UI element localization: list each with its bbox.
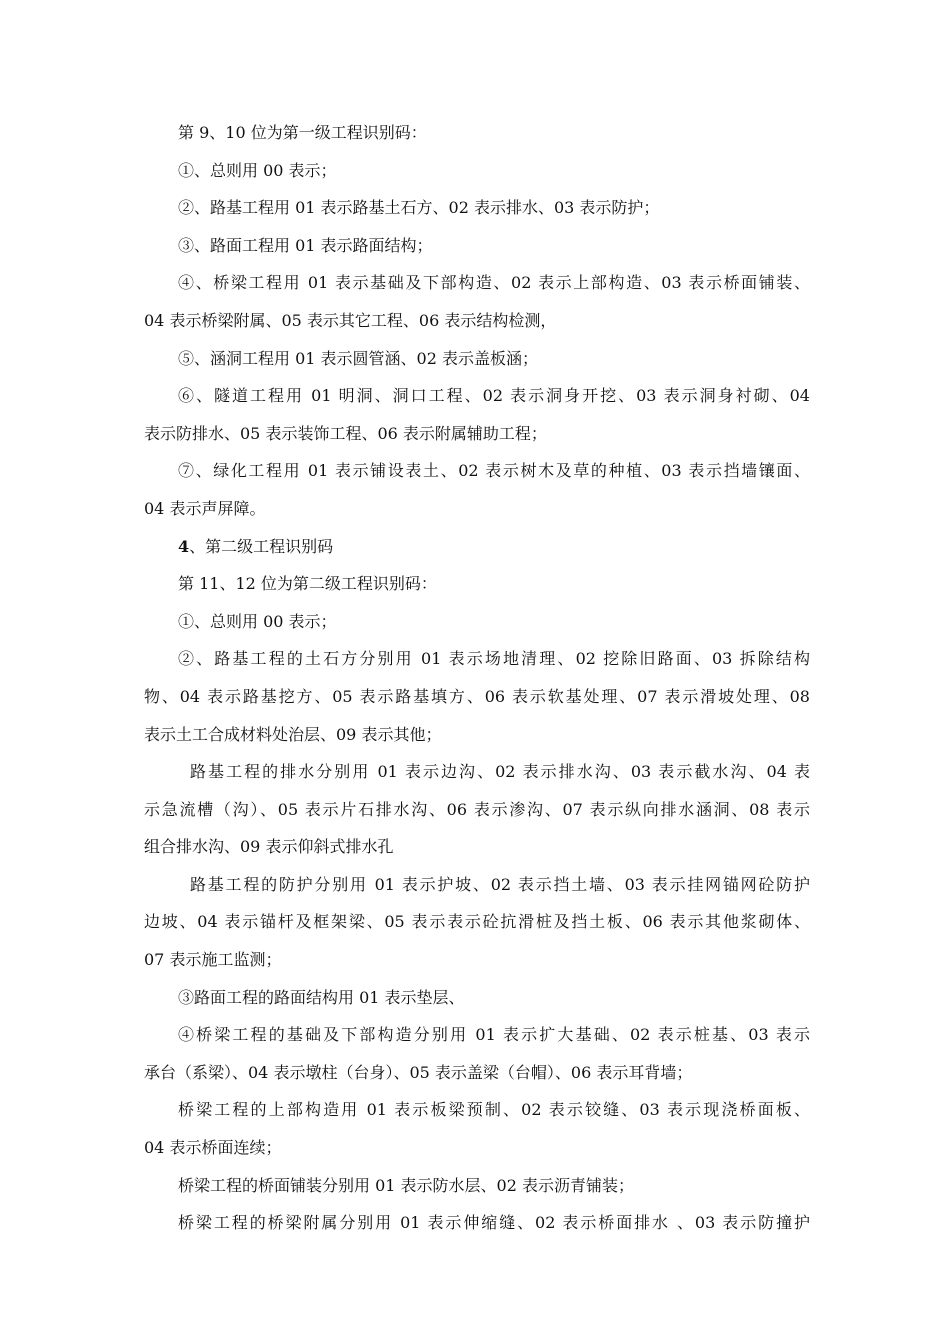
paragraph-line: ②、路基工程的土石方分别用 01 表示场地清理、02 挖除旧路面、03 拆除结构 <box>178 649 810 669</box>
paragraph-line: 07 表示施工监测； <box>144 950 282 970</box>
paragraph-line: ③路面工程的路面结构用 01 表示垫层、 <box>178 987 465 1007</box>
paragraph-line: 第 9、10 位为第一级工程识别码： <box>178 123 427 142</box>
paragraph-line: ①、总则用 00 表示； <box>178 160 337 180</box>
paragraph-line: 桥梁工程的桥面铺装分别用 01 表示防水层、02 表示沥青铺装； <box>178 1175 634 1195</box>
paragraph-line: ⑥、隧道工程用 01 明洞、洞口工程、02 表示洞身开挖、03 表示洞身衬砌、04 <box>178 386 810 406</box>
paragraph-line: 表示土工合成材料处治层、09 表示其他； <box>144 724 442 744</box>
paragraph-line: 第 11、12 位为第二级工程识别码： <box>178 574 437 594</box>
paragraph-line: 物、04 表示路基挖方、05 表示路基填方、06 表示软基处理、07 表示滑坡处理、08 <box>144 686 810 706</box>
paragraph-line: 04 表示声屏障。 <box>144 498 266 518</box>
paragraph-line: ⑤、涵洞工程用 01 表示圆管涵、02 表示盖板涵； <box>178 348 538 368</box>
paragraph-line: 桥梁工程的上部构造用 01 表示板梁预制、02 表示铰缝、03 表示现浇桥面板、 <box>178 1100 810 1120</box>
section-heading <box>144 528 810 566</box>
paragraph-line: 承台（系梁）、04 表示墩柱（台身）、05 表示盖梁（台帽）、06 表示耳背墙； <box>144 1062 693 1082</box>
paragraph-line: 桥梁工程的桥梁附属分别用 01 表示伸缩缝、02 表示桥面排水 、03 表示防撞护 <box>178 1213 810 1233</box>
paragraph-line: 路基工程的防护分别用 01 表示护坡、02 表示挡土墙、03 表示挂网锚网砼防护 <box>190 874 810 894</box>
paragraph-line: 04 表示桥面连续； <box>144 1138 282 1158</box>
paragraph-line: 04 表示桥梁附属、05 表示其它工程、06 表示结构检测， <box>144 310 557 330</box>
section-number: 4 <box>178 536 190 556</box>
paragraph-line: ⑦、绿化工程用 01 表示铺设表土、02 表示树木及草的种植、03 表示挡墙镶面、 <box>178 461 810 481</box>
paragraph-line: 表示防排水、05 表示装饰工程、06 表示附属辅助工程； <box>144 423 547 443</box>
paragraph-line: ①、总则用 00 表示； <box>178 611 337 631</box>
paragraph-line: 组合排水沟、09 表示仰斜式排水孔 <box>144 837 394 857</box>
paragraph-line: 示急流槽（沟）、05 表示片石排水沟、06 表示渗沟、07 表示纵向排水涵洞、08 表示 <box>144 799 810 819</box>
paragraph-line: ②、路基工程用 01 表示路基土石方、02 表示排水、03 表示防护； <box>178 198 660 218</box>
paragraph-line: 边坡、04 表示锚杆及框架梁、05 表示表示砼抗滑桩及挡土板、06 表示其他浆砌体、 <box>144 912 810 932</box>
paragraph-line: 路基工程的排水分别用 01 表示边沟、02 表示排水沟、03 表示截水沟、04 表 <box>190 762 810 782</box>
document-body <box>144 114 810 1242</box>
section-heading-text: 、第二级工程识别码 <box>189 536 334 556</box>
paragraph-line: ③、路面工程用 01 表示路面结构； <box>178 235 433 255</box>
paragraph-line: ④桥梁工程的基础及下部构造分别用 01 表示扩大基础、02 表示桩基、03 表示 <box>178 1025 810 1045</box>
paragraph-line: ④、桥梁工程用 01 表示基础及下部构造、02 表示上部构造、03 表示桥面铺装、 <box>178 273 810 293</box>
